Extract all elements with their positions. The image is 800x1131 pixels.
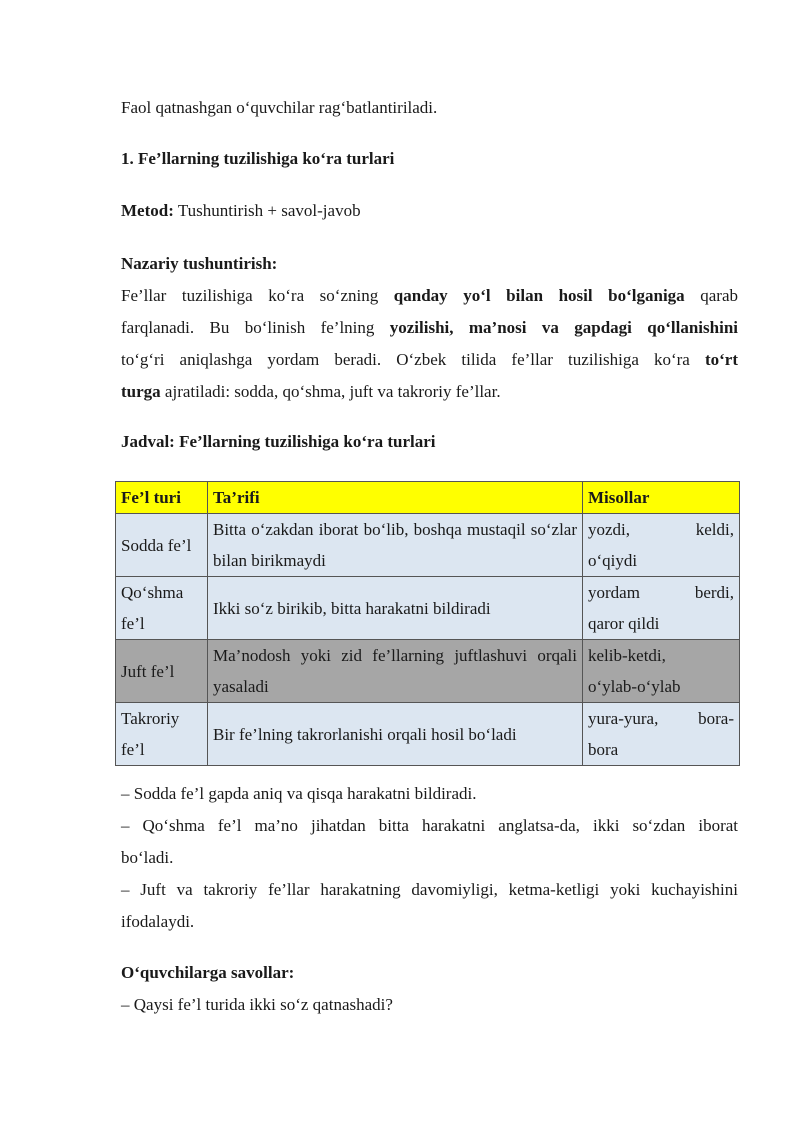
table-row	[116, 514, 740, 577]
theory-line: turga ajratiladi: sodda, qo‘shma, juft va takroriy fe’llar.	[121, 382, 501, 401]
section-title: 1. Fe’llarning tuzilishiga ko‘ra turlari	[121, 149, 395, 168]
theory-line: to‘g‘ri aniqlashga yordam beradi. O‘zbek tilida fe’llar tuzilishiga ko‘ra to‘rt	[121, 350, 738, 369]
note-item-continued: ifodalaydi.	[121, 912, 195, 931]
question-item: – Qaysi fe’l turida ikki so‘z qatnashadi?	[121, 995, 393, 1014]
type-cell: Takroriy fe’l	[116, 703, 208, 766]
theory-paragraph	[121, 280, 738, 408]
note-item: – Juft va takroriy fe’llar harakatning davomiyligi, ketma-ketligi yoki kuchayishini	[121, 880, 738, 899]
theory-line: farqlanadi. Bu bo‘linish fe’lning yozilishi, ma’nosi va gapdagi qo‘llanishini	[121, 318, 738, 337]
table-row	[116, 703, 740, 766]
type-cell: Sodda fe’l	[116, 514, 208, 577]
table-header-row	[116, 482, 740, 514]
table-row	[116, 577, 740, 640]
examples-cell: yura-yura, bora- bora	[583, 703, 740, 766]
definition-cell: Ikki so‘z birikib, bitta harakatni bildiradi	[208, 577, 583, 640]
header-cell: Misollar	[583, 482, 740, 514]
theory-line: Fe’llar tuzilishiga ko‘ra so‘zning qanday yo‘l bilan hosil bo‘lganiga qarab	[121, 286, 738, 305]
questions-heading: O‘quvchilarga savollar:	[121, 963, 295, 982]
examples-cell: kelib-ketdi, o‘ylab-o‘ylab	[583, 640, 740, 703]
notes	[121, 778, 738, 938]
definition-cell: Bitta o‘zakdan iborat bo‘lib, boshqa mustaqil so‘zlar bilan birikmaydi	[208, 514, 583, 577]
method-value: Tushuntirish + savol-javob	[173, 201, 361, 220]
examples-cell: yozdi, keldi, o‘qiydi	[583, 514, 740, 577]
examples-cell: yordam berdi, qaror qildi	[583, 577, 740, 640]
definition-cell: Ma’nodosh yoki zid fe’llarning juftlashuvi orqali yasaladi	[208, 640, 583, 703]
definition-cell: Bir fe’lning takrorlanishi orqali hosil bo‘ladi	[208, 703, 583, 766]
table-row	[116, 640, 740, 703]
intro-paragraph: Faol qatnashgan o‘quvchilar rag‘batlantiriladi.	[121, 98, 438, 117]
verb-types-table	[115, 481, 740, 766]
type-cell: Juft fe’l	[116, 640, 208, 703]
header-cell: Ta’rifi	[208, 482, 583, 514]
theory-heading: Nazariy tushuntirish:	[121, 254, 278, 273]
note-item: – Sodda fe’l gapda aniq va qisqa harakatni bildiradi.	[121, 784, 477, 803]
type-cell: Qo‘shma fe’l	[116, 577, 208, 640]
method-paragraph	[121, 195, 738, 227]
table-title: Jadval: Fe’llarning tuzilishiga ko‘ra turlari	[121, 432, 436, 451]
note-item-continued: bo‘ladi.	[121, 848, 174, 867]
note-item: – Qo‘shma fe’l ma’no jihatdan bitta harakatni anglatsa-da, ikki so‘zdan iborat	[121, 816, 738, 835]
method-label: Metod:	[121, 201, 174, 220]
header-cell: Fe’l turi	[116, 482, 208, 514]
